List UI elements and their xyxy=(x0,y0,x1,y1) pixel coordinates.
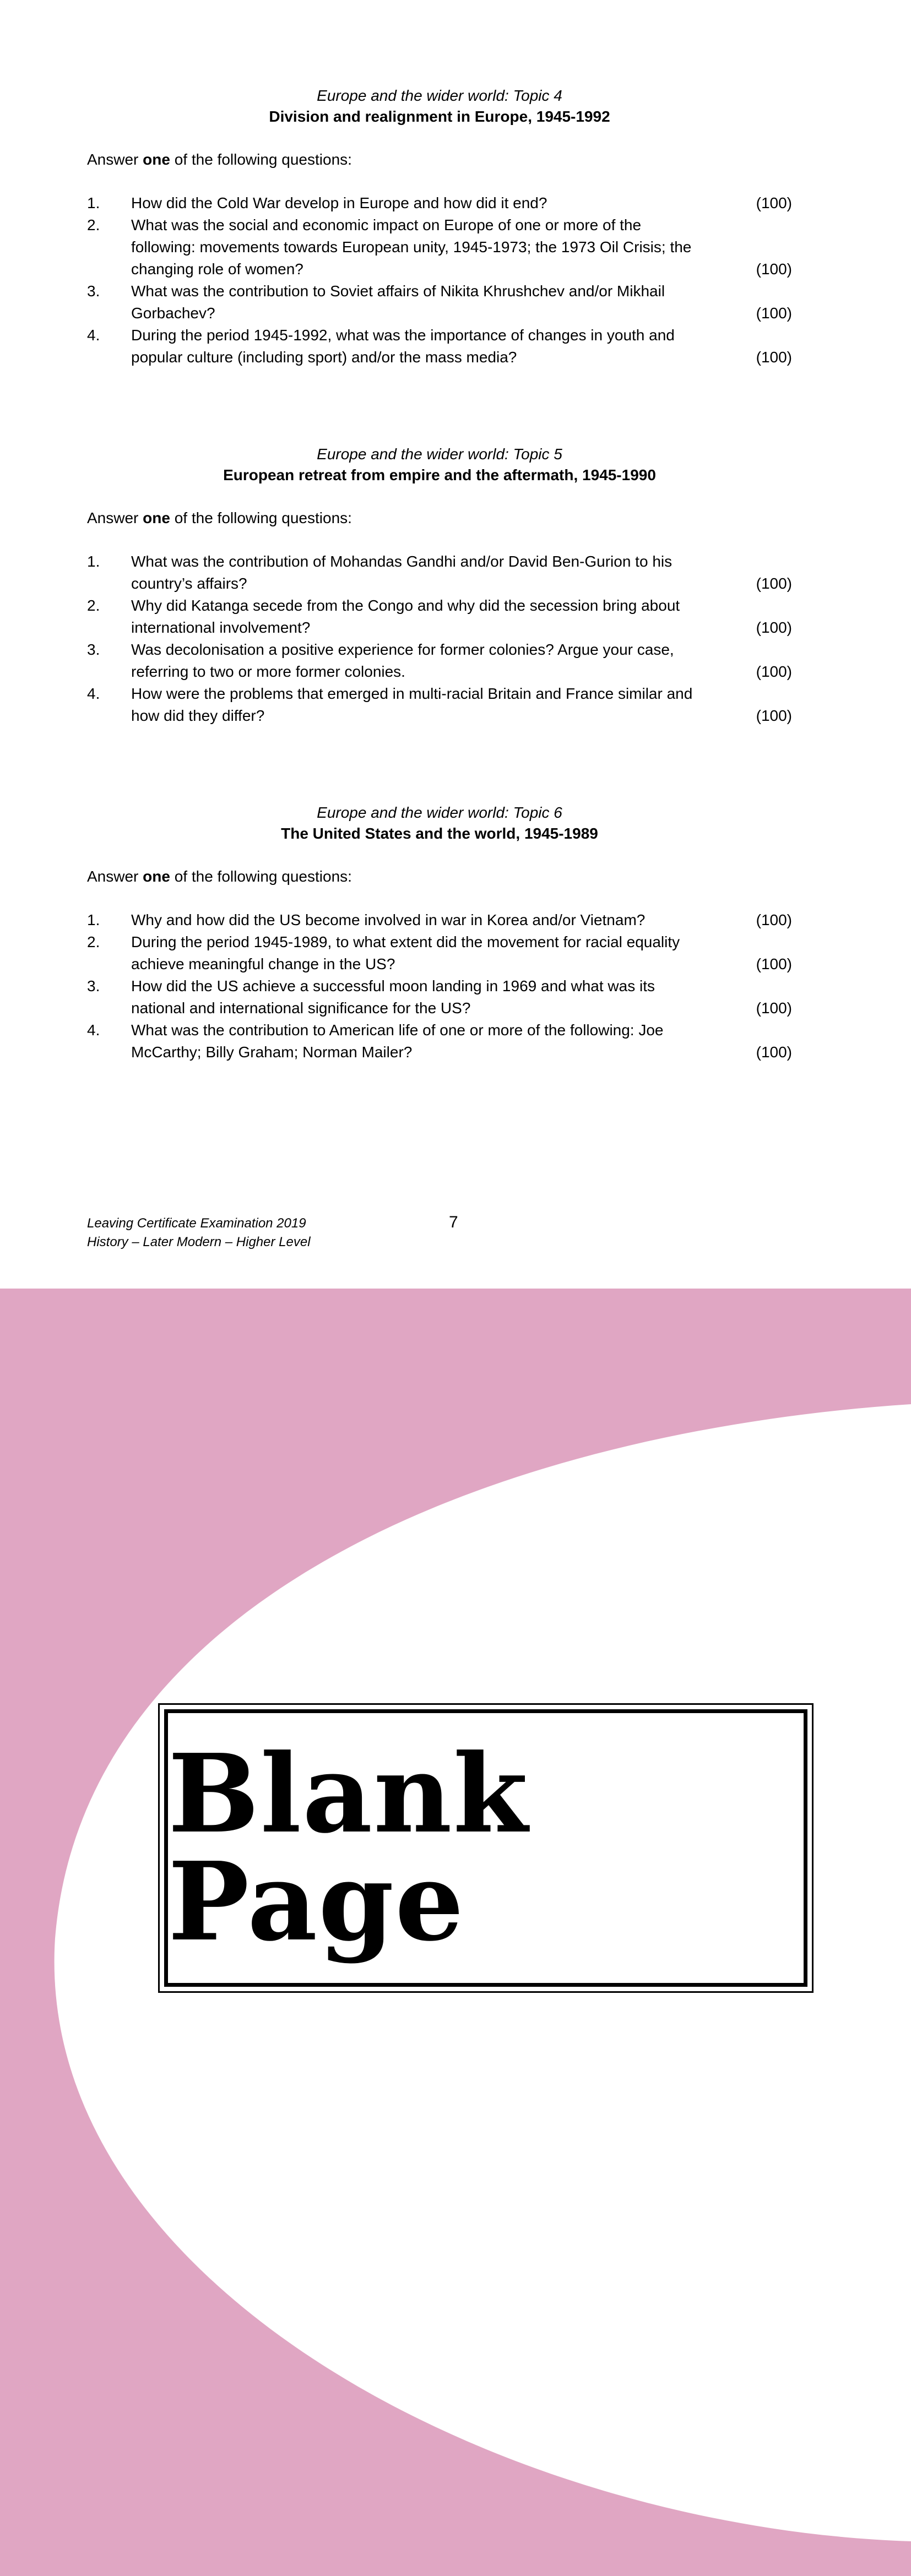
blank-page-label: Blank Page xyxy=(168,1731,529,1965)
question: 2. During the period 1945-1989, to what extent did the movement for racial equality achieve meaningful change in the US? (100) xyxy=(87,933,792,972)
question: 1. How did the Cold War develop in Europe and how did it end? (100) xyxy=(87,194,792,211)
blank-page-frame xyxy=(158,1703,814,1993)
question: 3. Was decolonisation a positive experience for former colonies? Argue your case, referring to two or more former colonies. (100) xyxy=(87,641,792,680)
question-list xyxy=(87,909,792,1063)
question: 1. What was the contribution of Mohandas Gandhi and/or David Ben-Gurion to his country’s affairs? (100) xyxy=(87,553,792,592)
footer-exam-line: Leaving Certificate Examination 2019 xyxy=(87,1216,306,1231)
topic-title: The United States and the world, 1945-1989 xyxy=(281,825,598,842)
question: 4. What was the contribution to American life of one or more of the following: Joe McCarthy; Billy Graham; Norman Mailer? (100) xyxy=(87,1021,792,1061)
topic-title: European retreat from empire and the aftermath, 1945-1990 xyxy=(223,466,656,483)
topic-kicker: Europe and the wider world: Topic 6 xyxy=(317,804,562,821)
blank-page xyxy=(0,1289,911,2576)
question: 2. Why did Katanga secede from the Congo and why did the secession bring about international involvement? (100) xyxy=(87,597,792,636)
instruction: Answer one of the following questions: xyxy=(87,151,352,168)
question: 4. How were the problems that emerged in multi-racial Britain and France similar and how did they differ? (100) xyxy=(87,685,792,724)
topic-5-section xyxy=(87,444,792,727)
page-footer xyxy=(87,1214,311,1252)
question: 4. During the period 1945-1992, what was the importance of changes in youth and popular culture (including sport) and/or the mass media? (100) xyxy=(87,327,792,366)
blank-page-inner-frame xyxy=(164,1709,807,1987)
question: 1. Why and how did the US become involved in war in Korea and/or Vietnam? (100) xyxy=(87,911,792,928)
page-number: 7 xyxy=(449,1213,458,1231)
topic-4-section xyxy=(87,85,792,368)
instruction: Answer one of the following questions: xyxy=(87,509,352,526)
question: 3. What was the contribution to Soviet affairs of Nikita Khrushchev and/or Mikhail Gorbachev? (100) xyxy=(87,282,792,322)
question-list xyxy=(87,551,792,727)
instruction: Answer one of the following questions: xyxy=(87,868,352,885)
question: 2. What was the social and economic impact on Europe of one or more of the following: movements towards European unity, 1945-1973; the 1973 Oil Crisis; the changing role of women? (100) xyxy=(87,216,792,278)
topic-kicker: Europe and the wider world: Topic 4 xyxy=(317,87,562,104)
topic-kicker: Europe and the wider world: Topic 5 xyxy=(317,445,562,463)
topic-title: Division and realignment in Europe, 1945-1992 xyxy=(269,108,610,125)
topic-6-section xyxy=(87,802,792,1063)
question-list xyxy=(87,192,792,368)
question: 3. How did the US achieve a successful moon landing in 1969 and what was its national and international significance for the US? (100) xyxy=(87,977,792,1017)
footer-subject-line: History – Later Modern – Higher Level xyxy=(87,1235,311,1249)
